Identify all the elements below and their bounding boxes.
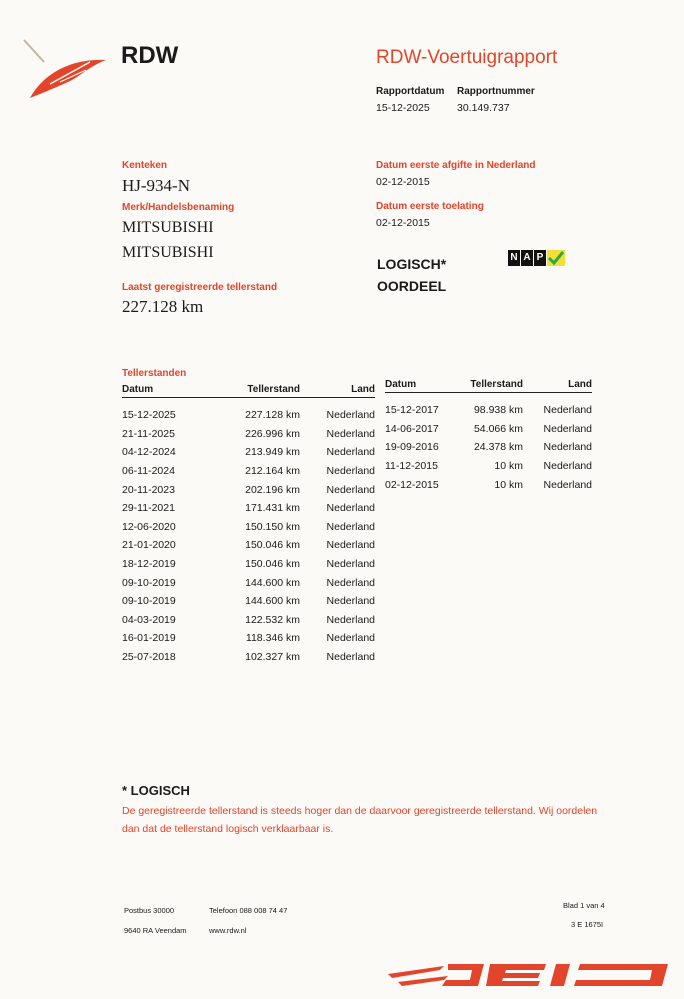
col-country: Land — [351, 384, 375, 395]
table-row — [385, 401, 592, 420]
readings-table-right — [385, 379, 592, 494]
plate: HJ-934-N — [122, 176, 190, 195]
note-title: * LOGISCH — [122, 783, 190, 798]
nap-badge — [508, 250, 565, 266]
reading-odometer: 144.600 km — [245, 595, 300, 608]
reading-odometer: 202.196 km — [245, 483, 300, 496]
reading-country: Nederland — [326, 539, 375, 552]
table-row — [385, 457, 592, 476]
reading-odometer: 118.346 km — [245, 632, 300, 645]
rdw-logo — [20, 36, 112, 107]
reading-odometer: 10 km — [494, 478, 523, 491]
readings-table-left — [122, 384, 375, 666]
reading-odometer: 98.938 km — [473, 404, 523, 417]
reading-odometer: 24.378 km — [473, 441, 523, 454]
table-row — [385, 420, 592, 439]
table-body — [122, 398, 375, 666]
reading-country: Nederland — [326, 595, 375, 608]
footer-city: 9640 RA Veendam — [124, 926, 187, 935]
reading-country: Nederland — [326, 558, 375, 571]
reading-odometer: 150.046 km — [245, 539, 300, 552]
table-header — [122, 384, 375, 398]
footer-postbus: Postbus 30000 — [124, 906, 175, 915]
table-row — [385, 438, 592, 457]
reading-date: 21-11-2025 — [122, 427, 175, 440]
reading-date: 21-01-2020 — [122, 539, 176, 552]
reading-odometer: 144.600 km — [245, 576, 300, 589]
reading-odometer: 227.128 km — [245, 409, 300, 422]
nap-letter: A — [521, 250, 533, 266]
make: MITSUBISHI — [122, 219, 214, 236]
reading-odometer: 10 km — [494, 460, 523, 473]
verdict-line2: OORDEEL — [377, 278, 447, 294]
table-row — [122, 629, 375, 648]
reading-date: 16-01-2019 — [122, 632, 176, 645]
reading-country: Nederland — [326, 576, 375, 589]
verdict-line1: LOGISCH* — [377, 256, 447, 272]
reading-date: 29-11-2021 — [122, 502, 175, 515]
table-body — [385, 393, 592, 494]
odometer-value: 227.128 km — [122, 297, 204, 316]
table-row — [122, 480, 375, 499]
reading-date: 18-12-2019 — [122, 558, 176, 571]
col-date: Datum — [122, 384, 154, 395]
report-number: 30.149.737 — [457, 102, 510, 114]
table-row — [122, 536, 375, 555]
table-row — [122, 406, 375, 425]
first-reg-nl: 02-12-2015 — [376, 176, 430, 188]
nap-letter: P — [534, 250, 546, 266]
table-header — [385, 379, 592, 393]
reading-date: 14-06-2017 — [385, 422, 439, 435]
reading-date: 19-09-2016 — [385, 441, 439, 454]
first-reg-nl-label: Datum eerste afgifte in Nederland — [376, 160, 536, 171]
brand-name: RDW — [121, 42, 179, 69]
table-row — [122, 611, 375, 630]
footer-web: www.rdw.nl — [209, 926, 247, 935]
reading-country: Nederland — [326, 409, 375, 422]
col-country: Land — [568, 379, 592, 390]
reading-country: Nederland — [326, 632, 375, 645]
reading-date: 25-07-2018 — [122, 651, 176, 664]
footer-code: 3 E 1675I — [571, 920, 604, 929]
reading-country: Nederland — [326, 613, 375, 626]
reading-date: 09-10-2019 — [122, 595, 176, 608]
reading-country: Nederland — [326, 446, 375, 459]
reading-odometer: 171.431 km — [245, 502, 300, 515]
reading-date: 20-11-2023 — [122, 483, 175, 496]
reading-country: Nederland — [543, 404, 592, 417]
reading-odometer: 212.164 km — [245, 465, 300, 478]
note-text: De geregistreerde tellerstand is steeds hoger dan de daarvoor geregistreerde tellerstand. Wij oordelen dan dat de tellerstand logisch verklaarbaar is. — [122, 805, 598, 835]
reading-date: 02-12-2015 — [385, 478, 439, 491]
table-row — [122, 499, 375, 518]
nap-letter: N — [508, 250, 520, 266]
readings-title: Tellerstanden — [122, 368, 187, 379]
report-date: 15-12-2025 — [376, 102, 430, 114]
table-row — [122, 648, 375, 667]
reading-date: 09-10-2019 — [122, 576, 176, 589]
reading-odometer: 102.327 km — [245, 651, 300, 664]
reading-odometer: 150.046 km — [245, 558, 300, 571]
reading-country: Nederland — [326, 483, 375, 496]
reading-date: 06-11-2024 — [122, 465, 175, 478]
reading-odometer: 150.150 km — [245, 520, 300, 533]
plate-label: Kenteken — [122, 160, 168, 171]
report-date-label: Rapportdatum — [376, 86, 445, 97]
reading-date: 15-12-2025 — [122, 409, 176, 422]
reading-country: Nederland — [326, 427, 375, 440]
reading-date: 12-06-2020 — [122, 520, 176, 533]
feather-icon — [20, 36, 112, 102]
reading-odometer: 213.949 km — [245, 446, 300, 459]
reading-odometer: 54.066 km — [473, 422, 523, 435]
nap-badge-letters — [508, 250, 547, 266]
reading-date: 04-12-2024 — [122, 446, 176, 459]
reading-date: 04-03-2019 — [122, 613, 176, 626]
reading-country: Nederland — [543, 422, 592, 435]
col-odometer: Tellerstand — [247, 384, 300, 395]
footer-stripes — [388, 960, 672, 995]
table-row — [385, 475, 592, 494]
footer-phone: Telefoon 088 008 74 47 — [209, 906, 288, 915]
trade-name: MITSUBISHI — [122, 244, 214, 261]
table-row — [122, 462, 375, 481]
reading-country: Nederland — [543, 460, 592, 473]
reading-odometer: 226.996 km — [245, 427, 300, 440]
reading-country: Nederland — [326, 651, 375, 664]
reading-country: Nederland — [326, 465, 375, 478]
reading-country: Nederland — [543, 441, 592, 454]
table-row — [122, 425, 375, 444]
reading-date: 11-12-2015 — [385, 460, 438, 473]
col-date: Datum — [385, 379, 417, 390]
reading-country: Nederland — [326, 502, 375, 515]
make-label: Merk/Handelsbenaming — [122, 202, 235, 213]
footer-page: Blad 1 van 4 — [563, 901, 605, 910]
reading-date: 15-12-2017 — [385, 404, 439, 417]
report-number-label: Rapportnummer — [457, 86, 535, 97]
table-row — [122, 592, 375, 611]
first-admission: 02-12-2015 — [376, 217, 430, 229]
stripes-logo-icon — [388, 960, 672, 990]
report-title: RDW-Voertuigrapport — [376, 47, 558, 68]
checkmark-icon — [547, 250, 565, 266]
table-row — [122, 518, 375, 537]
first-admission-label: Datum eerste toelating — [376, 201, 484, 212]
reading-country: Nederland — [543, 478, 592, 491]
reading-odometer: 122.532 km — [245, 613, 300, 626]
odometer-label: Laatst geregistreerde tellerstand — [122, 282, 278, 293]
reading-country: Nederland — [326, 520, 375, 533]
table-row — [122, 573, 375, 592]
col-odometer: Tellerstand — [470, 379, 523, 390]
table-row — [122, 443, 375, 462]
table-row — [122, 555, 375, 574]
